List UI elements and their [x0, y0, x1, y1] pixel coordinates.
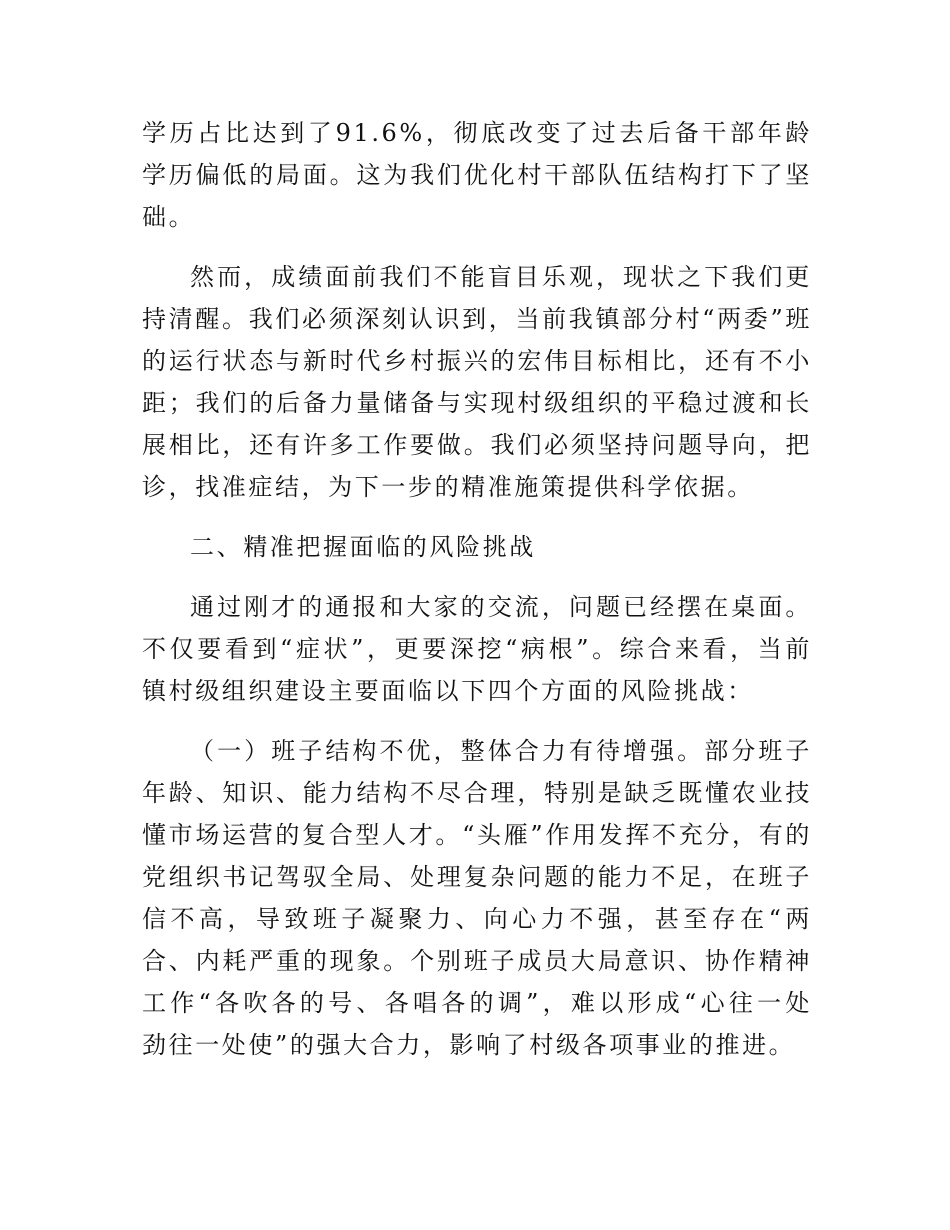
text-line: 合、内耗严重的现象。个别班子成员大局意识、协作精神	[142, 947, 812, 975]
text-line: 距；我们的后备力量储备与实现村级组织的平稳过渡和长	[142, 389, 812, 417]
paragraph-continuation	[142, 112, 812, 238]
text-line: 通过刚才的通报和大家的交流，问题已经摆在桌面。	[190, 593, 812, 621]
text-line: 劲往一处使”的强大合力，影响了村级各项事业的推进。	[142, 1031, 796, 1059]
text-line: 年龄、知识、能力结构不尽合理，特别是缺乏既懂农业技	[142, 779, 812, 807]
paragraph	[142, 256, 812, 508]
text-line: 信不高，导致班子凝聚力、向心力不强，甚至存在“两	[142, 905, 812, 933]
text-line: 镇村级组织建设主要面临以下四个方面的风险挑战：	[142, 677, 754, 705]
text-line: 础。	[142, 203, 196, 231]
heading-line: 二、精准把握面临的风险挑战	[190, 533, 536, 561]
text-line: 展相比，还有许多工作要做。我们必须坚持问题导向，把	[142, 431, 812, 459]
text-line: 然而，成绩面前我们不能盲目乐观，现状之下我们更	[190, 263, 812, 291]
text-line: 懂市场运营的复合型人才。“头雁”作用发挥不充分，有的	[142, 821, 812, 849]
section-heading	[142, 526, 812, 568]
text-line: 学历占比达到了91.6%，彻底改变了过去后备干部年龄	[142, 119, 812, 147]
text-line: 诊，找准症结，为下一步的精准施策提供科学依据。	[142, 473, 754, 501]
document-body	[142, 112, 812, 1066]
text-line: 不仅要看到“症状”，更要深挖“病根”。综合来看，当前	[142, 635, 812, 663]
text-line: 党组织书记驾驭全局、处理复杂问题的能力不足，在班子	[142, 863, 812, 891]
text-line: 工作“各吹各的号、各唱各的调”，难以形成“心往一处	[142, 989, 812, 1017]
text-line: 持清醒。我们必须深刻认识到，当前我镇部分村“两委”班	[142, 305, 812, 333]
text-line: 学历偏低的局面。这为我们优化村干部队伍结构打下了坚	[142, 161, 812, 189]
paragraph	[142, 730, 812, 1066]
text-line: 的运行状态与新时代乡村振兴的宏伟目标相比，还有不小	[142, 347, 812, 375]
paragraph	[142, 586, 812, 712]
text-line: （一）班子结构不优，整体合力有待增强。部分班子	[190, 737, 812, 765]
